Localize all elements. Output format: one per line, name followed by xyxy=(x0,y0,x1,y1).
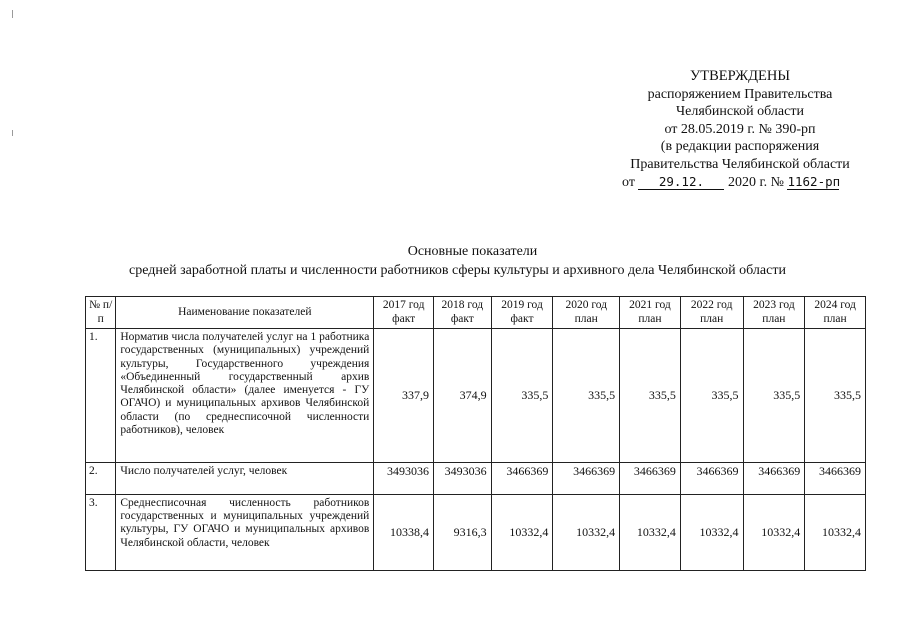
approval-line: Челябинской области xyxy=(676,104,804,120)
scan-mark xyxy=(12,130,13,136)
year-kind: план xyxy=(574,312,598,325)
col-header-year xyxy=(680,297,743,329)
approval-line: Правительства Челябинской области xyxy=(630,156,850,172)
year-label: 2019 год xyxy=(501,299,543,311)
year-kind: план xyxy=(762,312,786,325)
row-number: 1. xyxy=(86,329,116,463)
revision-date-field: 29.12. xyxy=(638,175,724,190)
row-value: 9316,3 xyxy=(434,494,492,570)
col-header-name: Наименование показателей xyxy=(116,297,374,329)
row-value: 335,5 xyxy=(743,329,805,463)
spacer-cell xyxy=(86,480,116,494)
spacer-cell xyxy=(491,480,553,494)
approval-line: распоряжением Правительства xyxy=(647,86,833,102)
table-row xyxy=(86,329,866,463)
year-label: 2024 год xyxy=(814,299,856,311)
year-label: 2017 год xyxy=(382,299,425,311)
spacer-cell xyxy=(743,480,805,494)
row-value: 374,9 xyxy=(434,329,492,463)
spacer-cell xyxy=(374,480,434,494)
table-header-row xyxy=(86,297,866,329)
row-value: 335,5 xyxy=(553,329,620,463)
heading-title: Основные показатели xyxy=(407,244,538,259)
approval-block xyxy=(600,68,880,191)
year-kind: факт xyxy=(510,312,534,325)
document-heading xyxy=(0,242,905,280)
col-header-year xyxy=(553,297,620,329)
row-value: 10332,4 xyxy=(620,494,681,570)
approval-revision-line xyxy=(600,174,880,192)
row-value: 335,5 xyxy=(491,329,553,463)
spacer-cell xyxy=(116,480,374,494)
year-kind: план xyxy=(700,312,724,325)
row-value: 3466369 xyxy=(620,463,681,481)
col-header-num: № п/п xyxy=(86,297,116,329)
scan-mark xyxy=(12,10,13,18)
row-value: 335,5 xyxy=(680,329,743,463)
from-label: от xyxy=(622,174,635,190)
row-value: 337,9 xyxy=(374,329,434,463)
year-label: 2018 год xyxy=(441,299,484,311)
year-label: 2020 год xyxy=(565,299,608,311)
year-kind: факт xyxy=(392,312,416,325)
row-value: 3466369 xyxy=(743,463,805,481)
row-value: 10332,4 xyxy=(680,494,743,570)
year-kind: план xyxy=(823,312,847,325)
spacer-cell xyxy=(805,480,866,494)
spacer-cell xyxy=(680,480,743,494)
year-label: 2021 год xyxy=(629,299,671,311)
row-indicator-name: Норматив числа получателей услуг на 1 работника государственных (муниципальных) учреждений культуры, Государственного учреждения «Объединенный государственный архив Челябинской области» (далее именуется - ГУ ОГАЧО) и муниципальных архивов Челябинской области (по среднесписочной численности работников), человек xyxy=(116,329,374,463)
col-header-year xyxy=(434,297,492,329)
year-label: 2022 год xyxy=(690,299,733,311)
year-number-label: 2020 г. № xyxy=(727,174,784,190)
approval-line: от 28.05.2019 г. № 390-рп xyxy=(664,121,816,137)
row-value: 10332,4 xyxy=(805,494,866,570)
year-kind: план xyxy=(638,312,662,325)
indicators-table xyxy=(85,296,866,571)
approval-title: УТВЕРЖДЕНЫ xyxy=(689,68,791,84)
row-value: 335,5 xyxy=(805,329,866,463)
col-header-year xyxy=(491,297,553,329)
col-header-year xyxy=(620,297,681,329)
row-value: 3493036 xyxy=(374,463,434,481)
row-value: 3466369 xyxy=(491,463,553,481)
table-spacer-row xyxy=(86,480,866,494)
row-number: 3. xyxy=(86,494,116,570)
row-value: 3466369 xyxy=(805,463,866,481)
approval-line: (в редакции распоряжения xyxy=(660,139,820,155)
col-header-year xyxy=(374,297,434,329)
spacer-cell xyxy=(434,480,492,494)
heading-subtitle: средней заработной платы и численности работников сферы культуры и архивного дела Челябинской области xyxy=(129,263,786,278)
row-number: 2. xyxy=(86,463,116,481)
row-indicator-name: Среднесписочная численность работников государственных и муниципальных учреждений культуры, ГУ ОГАЧО и муниципальных архивов Челябинской области, человек xyxy=(116,494,374,570)
year-label: 2023 год xyxy=(753,299,795,311)
row-value: 3466369 xyxy=(553,463,620,481)
row-value: 3466369 xyxy=(680,463,743,481)
row-value: 335,5 xyxy=(620,329,681,463)
row-value: 10338,4 xyxy=(374,494,434,570)
row-value: 3493036 xyxy=(434,463,492,481)
revision-number-field: 1162-рп xyxy=(787,173,841,189)
row-value: 10332,4 xyxy=(743,494,805,570)
row-indicator-name: Число получателей услуг, человек xyxy=(116,463,374,481)
row-value: 10332,4 xyxy=(491,494,553,570)
col-header-year xyxy=(805,297,866,329)
row-value: 10332,4 xyxy=(553,494,620,570)
spacer-cell xyxy=(553,480,620,494)
col-header-year xyxy=(743,297,805,329)
table-row xyxy=(86,463,866,481)
year-kind: факт xyxy=(450,312,474,325)
spacer-cell xyxy=(620,480,681,494)
table-row xyxy=(86,494,866,570)
